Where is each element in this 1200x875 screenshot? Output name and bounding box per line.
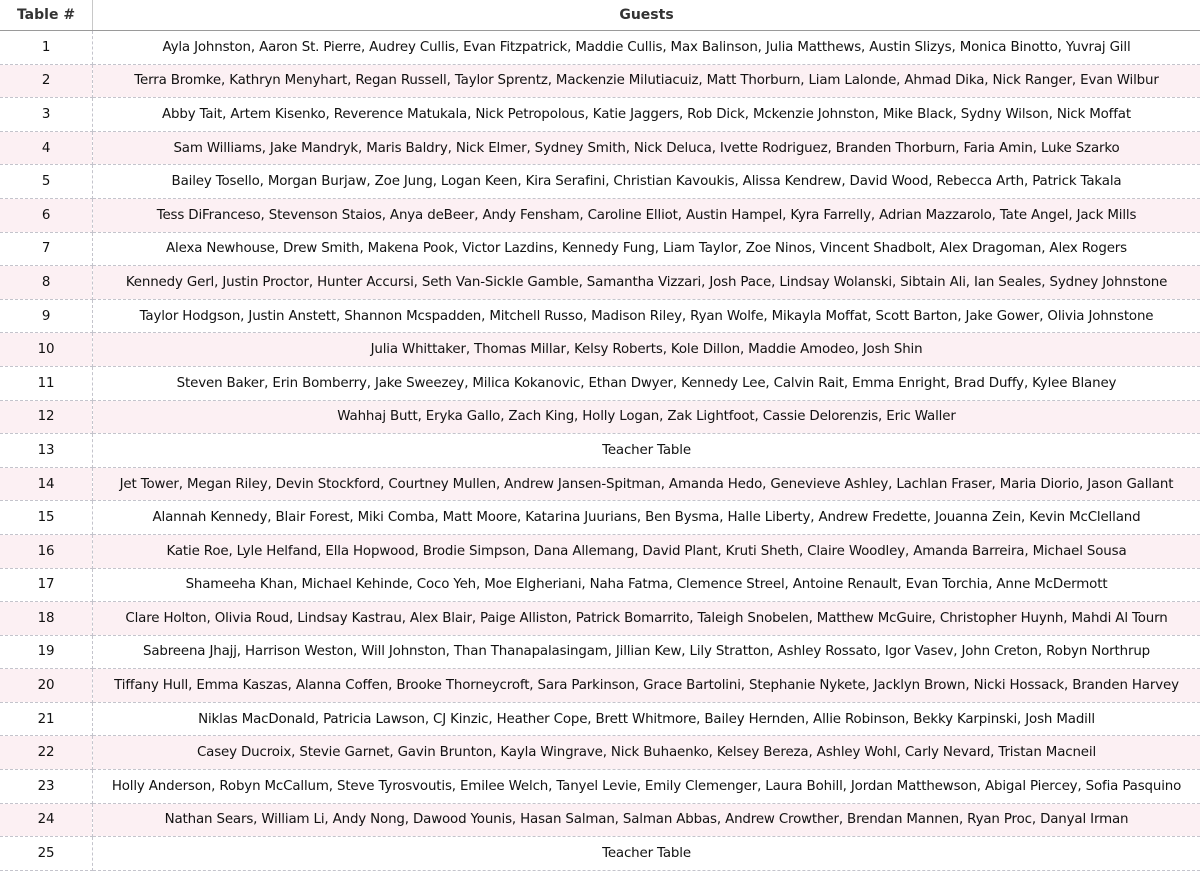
guests-cell: Alannah Kennedy, Blair Forest, Miki Comba, Matt Moore, Katarina Juurians, Ben Bysma, Halle Liberty, Andrew Fredette, Jouanna Zein, Kevin McClelland bbox=[93, 501, 1200, 535]
table-row bbox=[0, 400, 1200, 434]
guests-cell: Steven Baker, Erin Bomberry, Jake Sweezey, Milica Kokanovic, Ethan Dwyer, Kennedy Lee, Calvin Rait, Emma Enright, Brad Duffy, Kylee Blaney bbox=[93, 366, 1200, 400]
table-number-cell: 8 bbox=[0, 266, 93, 300]
guests-cell: Casey Ducroix, Stevie Garnet, Gavin Brunton, Kayla Wingrave, Nick Buhaenko, Kelsey Bereza, Ashley Wohl, Carly Nevard, Tristan Macneil bbox=[93, 736, 1200, 770]
table-row bbox=[0, 702, 1200, 736]
table-row bbox=[0, 803, 1200, 837]
table-number-cell: 24 bbox=[0, 803, 93, 837]
table-number-cell: 17 bbox=[0, 568, 93, 602]
guests-cell: Holly Anderson, Robyn McCallum, Steve Tyrosvoutis, Emilee Welch, Tanyel Levie, Emily Clemenger, Laura Bohill, Jordan Matthewson, Abigal Piercey, Sofia Pasquino bbox=[93, 770, 1200, 804]
table-row bbox=[0, 837, 1200, 871]
table-row bbox=[0, 165, 1200, 199]
table-row bbox=[0, 299, 1200, 333]
guests-cell: Bailey Tosello, Morgan Burjaw, Zoe Jung, Logan Keen, Kira Serafini, Christian Kavoukis, Alissa Kendrew, David Wood, Rebecca Arth, Patrick Takala bbox=[93, 165, 1200, 199]
table-number-cell: 3 bbox=[0, 98, 93, 132]
guests-cell: Wahhaj Butt, Eryka Gallo, Zach King, Holly Logan, Zak Lightfoot, Cassie Delorenzis, Eric Waller bbox=[93, 400, 1200, 434]
table-number-cell: 13 bbox=[0, 434, 93, 468]
table-number-cell: 16 bbox=[0, 534, 93, 568]
table-row bbox=[0, 467, 1200, 501]
table-row bbox=[0, 198, 1200, 232]
guests-cell: Katie Roe, Lyle Helfand, Ella Hopwood, Brodie Simpson, Dana Allemang, David Plant, Kruti Sheth, Claire Woodley, Amanda Barreira, Michael Sousa bbox=[93, 534, 1200, 568]
table-number-cell: 22 bbox=[0, 736, 93, 770]
guests-cell: Ayla Johnston, Aaron St. Pierre, Audrey Cullis, Evan Fitzpatrick, Maddie Cullis, Max Balinson, Julia Matthews, Austin Slizys, Monica Binotto, Yuvraj Gill bbox=[93, 31, 1200, 65]
table-header bbox=[0, 0, 1200, 31]
guests-cell: Nathan Sears, William Li, Andy Nong, Dawood Younis, Hasan Salman, Salman Abbas, Andrew Crowther, Brendan Mannen, Ryan Proc, Danyal Irman bbox=[93, 803, 1200, 837]
table-number-cell: 11 bbox=[0, 366, 93, 400]
table-row bbox=[0, 602, 1200, 636]
table-row bbox=[0, 266, 1200, 300]
table-row bbox=[0, 333, 1200, 367]
guests-cell: Teacher Table bbox=[93, 434, 1200, 468]
table-number-cell: 4 bbox=[0, 131, 93, 165]
table-row bbox=[0, 669, 1200, 703]
table-row bbox=[0, 434, 1200, 468]
guests-cell: Terra Bromke, Kathryn Menyhart, Regan Russell, Taylor Sprentz, Mackenzie Milutiacuiz, Matt Thorburn, Liam Lalonde, Ahmad Dika, Nick Ranger, Evan Wilbur bbox=[93, 64, 1200, 98]
table-number-cell: 12 bbox=[0, 400, 93, 434]
guests-cell: Clare Holton, Olivia Roud, Lindsay Kastrau, Alex Blair, Paige Alliston, Patrick Bomarrito, Taleigh Snobelen, Matthew McGuire, Christopher Huynh, Mahdi Al Tourn bbox=[93, 602, 1200, 636]
table-row bbox=[0, 534, 1200, 568]
table-number-cell: 15 bbox=[0, 501, 93, 535]
guests-cell: Tess DiFranceso, Stevenson Staios, Anya deBeer, Andy Fensham, Caroline Elliot, Austin Hampel, Kyra Farrelly, Adrian Mazzarolo, Tate Angel, Jack Mills bbox=[93, 198, 1200, 232]
guests-cell: Jet Tower, Megan Riley, Devin Stockford, Courtney Mullen, Andrew Jansen-Spitman, Amanda Hedo, Genevieve Ashley, Lachlan Fraser, Maria Diorio, Jason Gallant bbox=[93, 467, 1200, 501]
table-row bbox=[0, 770, 1200, 804]
table-number-cell: 25 bbox=[0, 837, 93, 871]
table-number-cell: 19 bbox=[0, 635, 93, 669]
table-number-cell: 7 bbox=[0, 232, 93, 266]
table-row bbox=[0, 131, 1200, 165]
table-number-cell: 1 bbox=[0, 31, 93, 65]
guests-cell: Julia Whittaker, Thomas Millar, Kelsy Roberts, Kole Dillon, Maddie Amodeo, Josh Shin bbox=[93, 333, 1200, 367]
table-body bbox=[0, 31, 1200, 871]
table-row bbox=[0, 736, 1200, 770]
table-row bbox=[0, 501, 1200, 535]
table-number-cell: 14 bbox=[0, 467, 93, 501]
guests-cell: Teacher Table bbox=[93, 837, 1200, 871]
guests-cell: Abby Tait, Artem Kisenko, Reverence Matukala, Nick Petropolous, Katie Jaggers, Rob Dick, Mckenzie Johnston, Mike Black, Sydny Wilson, Nick Moffat bbox=[93, 98, 1200, 132]
table-row bbox=[0, 366, 1200, 400]
table-row bbox=[0, 64, 1200, 98]
table-row bbox=[0, 98, 1200, 132]
table-number-cell: 9 bbox=[0, 299, 93, 333]
guests-cell: Niklas MacDonald, Patricia Lawson, CJ Kinzic, Heather Cope, Brett Whitmore, Bailey Hernden, Allie Robinson, Bekky Karpinski, Josh Madill bbox=[93, 702, 1200, 736]
table-number-cell: 23 bbox=[0, 770, 93, 804]
table-number-cell: 10 bbox=[0, 333, 93, 367]
table-row bbox=[0, 31, 1200, 65]
table-number-cell: 5 bbox=[0, 165, 93, 199]
table-row bbox=[0, 635, 1200, 669]
table-number-cell: 21 bbox=[0, 702, 93, 736]
table-number-cell: 20 bbox=[0, 669, 93, 703]
guests-cell: Kennedy Gerl, Justin Proctor, Hunter Accursi, Seth Van-Sickle Gamble, Samantha Vizzari, Josh Pace, Lindsay Wolanski, Sibtain Ali, Ian Seales, Sydney Johnstone bbox=[93, 266, 1200, 300]
table-number-cell: 2 bbox=[0, 64, 93, 98]
header-guests: Guests bbox=[93, 0, 1200, 31]
guests-cell: Shameeha Khan, Michael Kehinde, Coco Yeh, Moe Elgheriani, Naha Fatma, Clemence Streel, Antoine Renault, Evan Torchia, Anne McDermott bbox=[93, 568, 1200, 602]
guests-cell: Taylor Hodgson, Justin Anstett, Shannon Mcspadden, Mitchell Russo, Madison Riley, Ryan Wolfe, Mikayla Moffat, Scott Barton, Jake Gower, Olivia Johnstone bbox=[93, 299, 1200, 333]
guests-cell: Tiffany Hull, Emma Kaszas, Alanna Coffen, Brooke Thorneycroft, Sara Parkinson, Grace Bartolini, Stephanie Nykete, Jacklyn Brown, Nicki Hossack, Branden Harvey bbox=[93, 669, 1200, 703]
table-row bbox=[0, 232, 1200, 266]
table-number-cell: 6 bbox=[0, 198, 93, 232]
table-number-cell: 18 bbox=[0, 602, 93, 636]
guests-cell: Alexa Newhouse, Drew Smith, Makena Pook, Victor Lazdins, Kennedy Fung, Liam Taylor, Zoe Ninos, Vincent Shadbolt, Alex Dragoman, Alex Rogers bbox=[93, 232, 1200, 266]
table-row bbox=[0, 568, 1200, 602]
guests-cell: Sam Williams, Jake Mandryk, Maris Baldry, Nick Elmer, Sydney Smith, Nick Deluca, Ivette Rodriguez, Branden Thorburn, Faria Amin, Luke Szarko bbox=[93, 131, 1200, 165]
guests-cell: Sabreena Jhajj, Harrison Weston, Will Johnston, Than Thanapalasingam, Jillian Kew, Lily Stratton, Ashley Rossato, Igor Vasev, John Creton, Robyn Northrup bbox=[93, 635, 1200, 669]
header-table-number: Table # bbox=[0, 0, 93, 31]
header-row bbox=[0, 0, 1200, 31]
